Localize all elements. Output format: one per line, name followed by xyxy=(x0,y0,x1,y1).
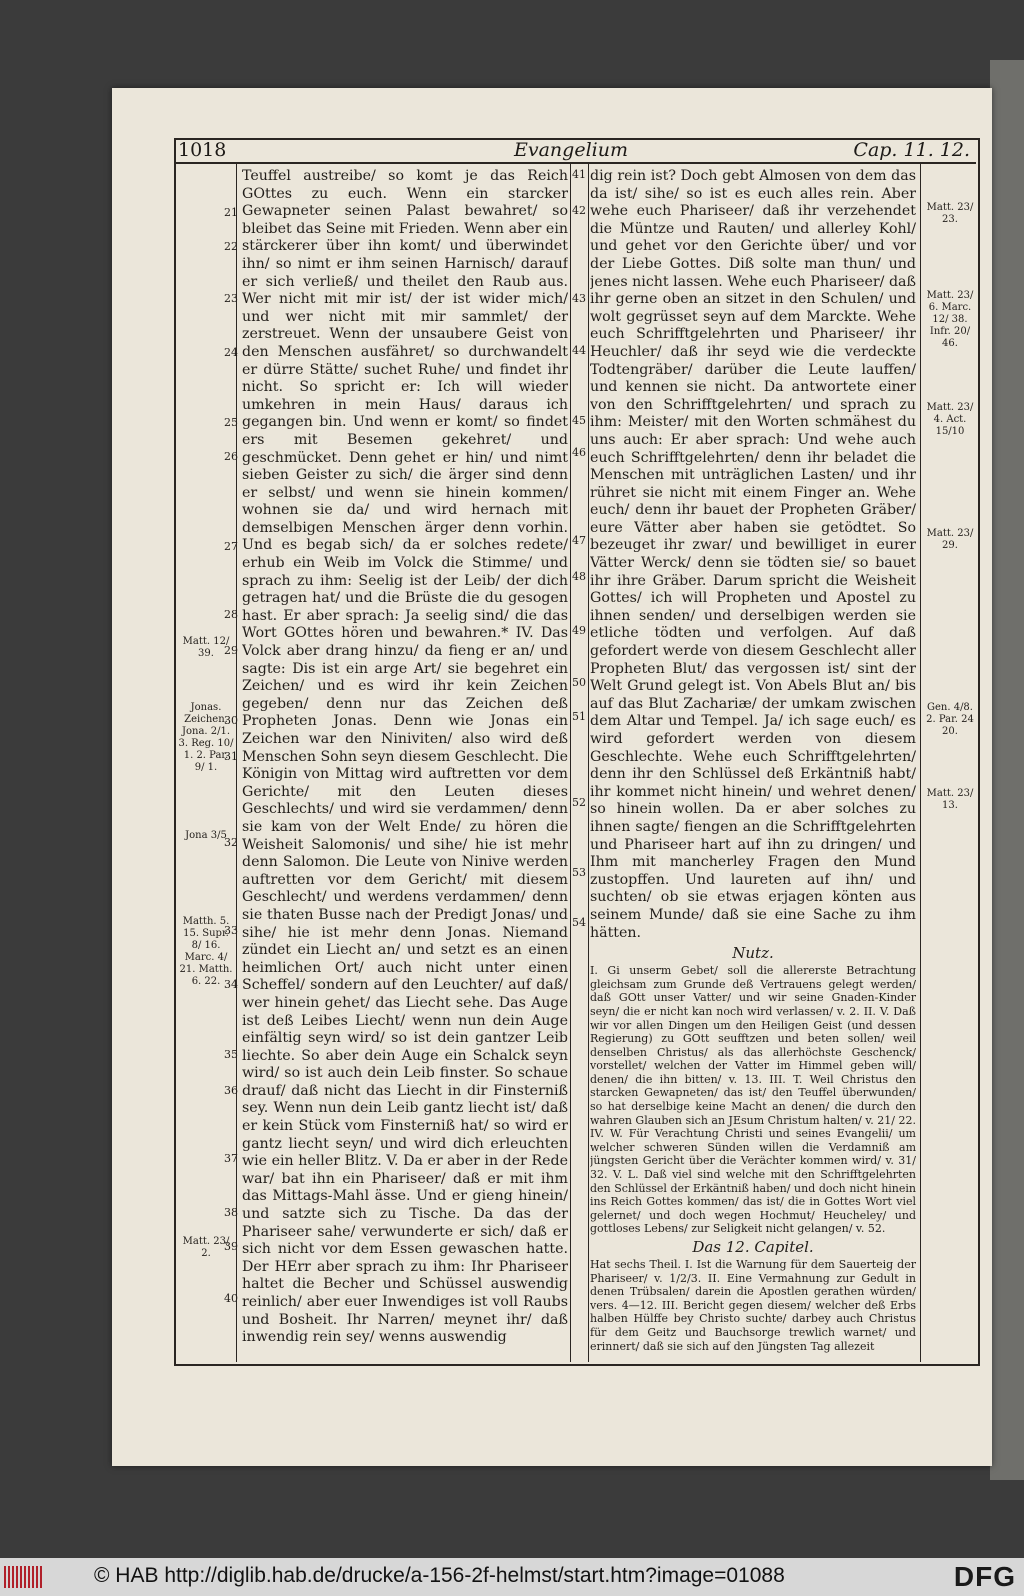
margin-reference: Matth. 5. 15. Supr. 8/ 16. Marc. 4/ 21. Matth. 6. 22. xyxy=(179,916,233,987)
barcode-icon xyxy=(4,1566,44,1588)
book-page xyxy=(112,88,992,1466)
verse-number: 44 xyxy=(572,344,586,357)
verse-number: 53 xyxy=(572,866,586,879)
verse-number: 37 xyxy=(224,1152,238,1165)
verse-number: 29 xyxy=(224,644,238,657)
left-text-column xyxy=(242,168,568,1356)
verse-number: 35 xyxy=(224,1048,238,1061)
verse-number: 24 xyxy=(224,346,238,359)
verse-number: 43 xyxy=(572,292,586,305)
margin-reference: Matt. 23/ 23. xyxy=(926,202,974,225)
right-text-column xyxy=(590,168,916,1356)
column-rule xyxy=(588,162,589,1362)
verse-number: 22 xyxy=(224,240,238,253)
footer-bar xyxy=(0,1558,1024,1596)
verse-number: 40 xyxy=(224,1292,238,1305)
running-head xyxy=(174,138,976,164)
verse-number: 45 xyxy=(572,414,586,427)
verse-number: 49 xyxy=(572,624,586,637)
margin-reference: Matt. 23/ 2. xyxy=(182,1236,230,1259)
margin-reference: Matt. 23/ 13. xyxy=(926,788,974,811)
verse-number: 46 xyxy=(572,446,586,459)
column-rule xyxy=(920,162,921,1362)
verse-number: 30 xyxy=(224,714,238,727)
verse-number: 31 xyxy=(224,750,238,763)
margin-reference: Matt. 23/ 6. Marc. 12/ 38. Infr. 20/ 46. xyxy=(926,290,974,349)
chapter-12-heading: Das 12. Capitel. xyxy=(692,1238,814,1256)
verse-number: 25 xyxy=(224,416,238,429)
column-rule xyxy=(570,162,571,1362)
verse-number: 21 xyxy=(224,206,238,219)
adjacent-page-edge xyxy=(990,60,1024,1480)
running-title: Evangelium xyxy=(514,139,628,161)
verse-number: 41 xyxy=(572,168,586,181)
margin-reference: Jona 3/5 xyxy=(185,830,227,841)
verse-number: 39 xyxy=(224,1240,238,1253)
chapter-12-summary: Hat sechs Theil. I. Ist die Warnung für dem Sauerteig der Phariseer/ v. 1/2/3. II. Eine Vermahnung zur Gedult in denen Trübsalen/ darein die Apostlen gerathen würden/ vers. 4—12. III. Bericht gegen diesem/ welcher deß Erbs halben Hülffe bey Christo suchte/ darbey auch Christus für dem Geitz und Bauchsorge trewlich warnet/ und erinnert/ daß sie sich auf den Jüngsten Tag allezeit xyxy=(590,1258,916,1353)
verse-number: 27 xyxy=(224,540,238,553)
verse-number: 42 xyxy=(572,204,586,217)
verse-number: 23 xyxy=(224,292,238,305)
verse-number: 32 xyxy=(224,836,238,849)
nutz-text: I. Gi unserm Gebet/ soll die allererste Betrachtung gleichsam zum Grunde deß Vertrauens gelegt werden/ daß GOtt unser Vatter/ und wir seine Gnaden-Kinder seyn/ die er nicht kan noch wird verlassen/ v. 2. II. V. Daß wir vor allen Dingen um den Heiligen Geist (und dessen Regierung) zu GOtt seufftzen und beten sollen/ weil denselben Christus/ als das allerhöchste Geschenck/ vorstellet/ welchen der Vatter im Himmel geben will/ denen/ die ihn bitten/ v. 13. III. T. Weil Christus den starcken Gewapneten/ das ist/ den Teuffel überwunden/ so hat derselbige keine Macht an denen/ die durch den wahren Glauben sich an JEsum Christum halten/ v. 21/ 22. IV. W. Für Verachtung Christi und seines Evangelii/ um welcher schweren Sünden willen die Verdamniß am jüngsten Gericht über die Verächter kommen wird/ v. 31/ 32. V. L. Daß viel sind welche mit den Schrifftgelehrten den Schlüssel der Erkäntniß haben/ und doch nicht hinein ins Reich Gottes kommen/ das ist/ die in Gottes Wort viel gelernet/ und doch wegen Hochmut/ Heucheley/ und gottloses Lebens/ zur Seligkeit nicht gelangen/ v. 52. xyxy=(590,964,916,1236)
margin-reference: Matt. 23/ 4. Act. 15/10 xyxy=(926,402,974,437)
verse-number: 28 xyxy=(224,608,238,621)
dfg-logo: DFG xyxy=(953,1561,1016,1592)
verse-number: 36 xyxy=(224,1084,238,1097)
page-number: 1018 xyxy=(178,139,227,161)
margin-reference: Matt. 12/ 39. xyxy=(182,636,230,659)
margin-reference: Jonas. Zeichen. Jona. 2/1. 3. Reg. 10/ 1. 2. Par. 9/ 1. xyxy=(178,702,234,773)
margin-reference: Gen. 4/8. 2. Par. 24 20. xyxy=(926,702,974,737)
verse-number: 51 xyxy=(572,710,586,723)
verse-number: 47 xyxy=(572,534,586,547)
verse-number: 33 xyxy=(224,924,238,937)
verse-number: 54 xyxy=(572,916,586,929)
chapter-label: Cap. 11. 12. xyxy=(853,139,970,161)
verse-number: 48 xyxy=(572,570,586,583)
copyright-link[interactable]: © HAB http://diglib.hab.de/drucke/a-156-2f-helmst/start.htm?image=01088 xyxy=(94,1564,785,1587)
verse-number: 26 xyxy=(224,450,238,463)
nutz-heading: Nutz. xyxy=(732,944,774,963)
verse-number: 50 xyxy=(572,676,586,689)
margin-reference: Matt. 23/ 29. xyxy=(926,528,974,551)
verse-number: 34 xyxy=(224,978,238,991)
verse-number: 52 xyxy=(572,796,586,809)
verse-number: 38 xyxy=(224,1206,238,1219)
scripture-text: Teuffel austreibe/ so komt je das Reich GOttes zu euch. Wenn ein starcker Gewapneter seinen Palast bewahret/ so bleibet das Seine mit Frieden. Wenn aber ein stärckerer über ihn komt/ und überwindet ihn/ so nimt er ihm seinen Harnisch/ darauf er sich verließ/ und theilet den Raub aus. Wer nicht mit mir ist/ der ist wider mich/ und wer nicht mit mir sammlet/ der zerstreuet. Wenn der unsaubere Geist von den Menschen ausfähret/ so durchwandelt er dürre Stätte/ suchet Ruhe/ und findet ihr nicht. So spricht er: Ich will wieder umkehren in mein Haus/ daraus ich gegangen bin. Und wenn er komt/ so findet ers mit Besemen gekehret/ und geschmücket. Denn gehet er hin/ und nimt sieben Geister zu sich/ die ärger sind denn er selbst/ und wenn sie hinein kommen/ wohnen sie da/ und wird hernach mit demselbigen Menschen ärger denn vorhin. Und es begab sich/ da er solches redete/ erhub ein Weib im Volck die Stimme/ und sprach zu ihm: Seelig ist der Leib/ der dich getragen hat/ und die Brüste die du gesogen hast. Er aber sprach: Ja seelig sind/ die das Wort GOttes hören und bewahren.* IV. Das Volck aber drang hinzu/ da fieng er an/ und sagte: Dis ist ein arge Art/ sie begehret ein Zeichen/ und es wird ihr kein Zeichen gegeben/ denn nur das Zeichen deß Propheten Jonas. Denn wie Jonas ein Zeichen war den Niniviten/ also wird deß Menschen Sohn seyn diesem Geschlecht. Die Königin von Mittag wird auftretten vor dem Gerichte/ mit den Leuten dieses Geschlechts/ und wird sie verdammen/ denn sie kam von der Welt Ende/ zu hören die Weisheit Salomonis/ und sihe/ hie ist mehr denn Salomon. Die Leute von Ninive werden auftretten vor dem Gericht/ mit diesem Geschlecht/ und werdens verdammen/ denn sie thaten Busse nach der Predigt Jonas/ und sihe/ hie ist mehr denn Jonas. Niemand zündet ein Liecht an/ und setzt es an einen heimlichen Ort/ auch nicht unter einen Scheffel/ sondern auf den Leuchter/ auf daß/ wer hinein gehet/ das Liecht sehe. Das Auge ist deß Leibes Liecht/ wenn nun dein Auge einfältig seyn wird/ so ist dein gantzer Leib liechte. So aber dein Auge ein Schalck seyn wird/ so ist auch dein Leib finster. So schaue drauf/ daß nicht das Liecht in dir Finsterniß sey. Wenn nun dein Leib gantz liecht ist/ daß er kein Stück vom Finsterniß hat/ so wird er gantz liecht seyn/ und wird dich erleuchten wie ein heller Blitz. V. Da er aber in der Rede war/ bat ihn ein Phariseer/ daß er mit ihm das Mittags-Mahl ässe. Und er gieng hinein/ und satzte sich zu Tische. Da das der Phariseer sahe/ verwunderte er sich/ daß er sich nicht vor dem Essen gewaschen hatte. Der HErr aber sprach zu ihm: Ihr Phariseer haltet die Becher und Schüssel auswendig reinlich/ aber euer Inwendiges ist voll Raubs und Bosheit. Ihr Narren/ meynet ihr/ daß inwendig rein sey/ wenns auswendig xyxy=(242,168,568,1346)
scripture-text: dig rein ist? Doch gebt Almosen von dem das da ist/ sihe/ so ist es euch alles rein. Aber wehe euch Phariseer/ daß ihr verzehendet die Müntze und Rauten/ und allerley Kohl/ und gehet vor den Gerichte über/ und vor der Liebe Gottes. Diß solte man thun/ und jenes nicht lassen. Wehe euch Phariseer/ daß ihr gerne oben an sitzet in den Schulen/ und wolt gegrüsset seyn auf dem Marckte. Wehe euch Schrifftgelehrten und Phariseer/ ihr Heuchler/ daß ihr seyd wie die verdeckte Todtengräber/ darüber die Leute lauffen/ und kennen sie nicht. Da antwortete einer von den Schrifftgelehrten/ und sprach zu ihm: Meister/ mit den Worten schmähest du uns auch: Er aber sprach: Und wehe auch euch Schrifftgelehrten/ denn ihr beladet die Menschen mit unträglichen Lasten/ und ihr rühret sie nicht mit einem Finger an. Wehe euch/ denn ihr bauet der Propheten Gräber/ eure Vätter aber haben sie getödtet. So bezeuget ihr zwar/ und bewilliget in eurer Vätter Werck/ denn sie tödten sie/ so bauet ihr ihre Gräber. Darum spricht die Weisheit Gottes/ ich will Propheten und Apostel zu ihnen senden/ und derselbigen werden sie etliche tödten und verfolgen. Auf daß gefordert werde von diesem Geschlecht aller Propheten Blut/ das vergossen ist/ sint der Welt Grund gelegt ist. Von Abels Blut an/ bis auf das Blut Zachariæ/ der umkam zwischen dem Altar und Tempel. Ja/ ich sage euch/ es wird gefordert werden von diesem Geschlechte. Wehe euch Schrifftgelehrten/ denn ihr den Schlüssel deß Erkäntniß habt/ ihr kommet nicht hinein/ und wehret denen/ so hinein wollen. Da er aber solches zu ihnen sagte/ fiengen an die Schrifftgelehrten und Phariseer hart auf ihn zu dringen/ und Ihm mit mancherley Fragen den Mund zustopffen. Und laureten auf ihn/ und suchten/ ob sie etwas erjagen könten aus seinem Munde/ daß sie eine Sache zu ihm hätten. xyxy=(590,168,916,941)
